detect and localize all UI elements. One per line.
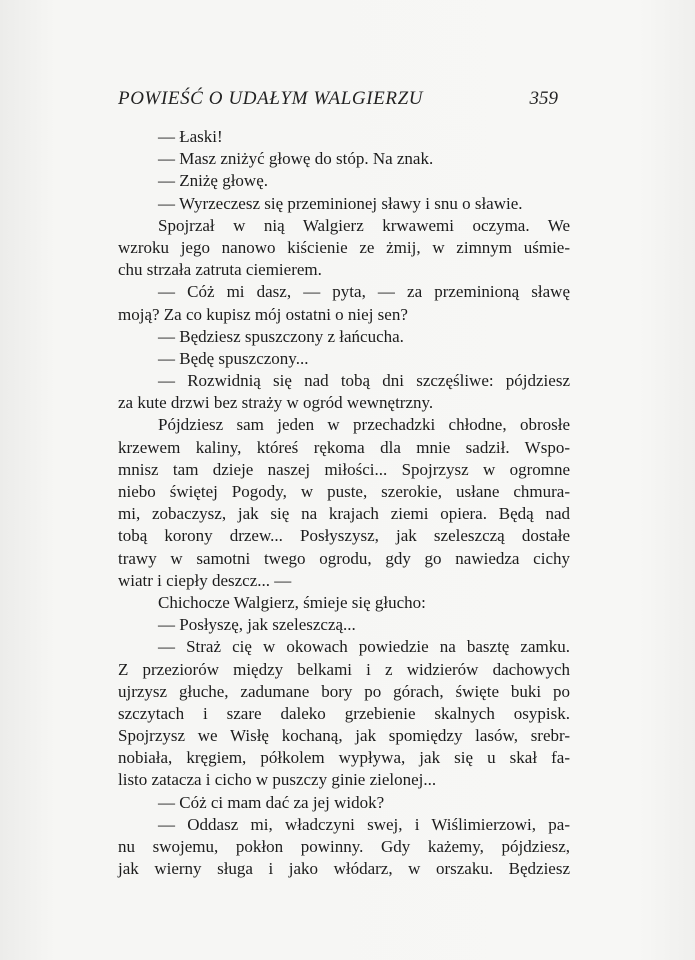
text-line: [118, 215, 570, 237]
running-header: [118, 88, 570, 116]
text-line-content: mi, zobaczysz, jak się na krajach ziemi opiera. Będą nad: [118, 504, 570, 524]
text-line-content: — Wyrzeczesz się przeminionej sławy i snu o sławie.: [158, 193, 523, 213]
text-line: [118, 525, 570, 547]
text-line: [118, 836, 570, 858]
text-line-content: tobą korony drzew... Posłyszysz, jak szeleszczą dostałe: [118, 526, 570, 546]
text-line: [118, 193, 570, 215]
text-line: [118, 259, 570, 281]
page-number: 359: [529, 88, 558, 109]
text-line: [118, 437, 570, 459]
text-line-content: — Oddasz mi, władczyni swej, i Wiślimierzowi, pa-: [158, 814, 570, 834]
text-line-content: wzroku jego nanowo kiścienie ze żmij, w zimnym uśmie-: [118, 237, 570, 257]
text-line-content: niebo świętej Pogody, w puste, szerokie, usłane chmura-: [118, 482, 570, 501]
text-line-content: Spojrzał w nią Walgierz krwawemi oczyma. We: [158, 215, 570, 235]
text-line-content: za kute drzwi bez straży w ogród wewnętrzny.: [118, 393, 434, 413]
text-line-content: — Masz zniżyć głowę do stóp. Na znak.: [158, 149, 434, 169]
text-line-content: — Posłyszę, jak szeleszczą...: [158, 615, 356, 635]
text-line-content: — Rozwidnią się nad tobą dni szczęśliwe: pójdziesz: [158, 371, 570, 391]
text-line-content: chu strzała zatruta ciemierem.: [118, 260, 322, 280]
text-line-content: krzewem kaliny, któreś rękoma dla mnie sadził. Wspo-: [118, 437, 570, 457]
text-line-content: szczytach i szare daleko grzebienie skalnych osypisk.: [118, 703, 570, 723]
text-line: [118, 858, 570, 880]
text-line: [118, 348, 570, 370]
text-line: [118, 570, 570, 592]
text-line-content: trawy w samotni twego ogrodu, gdy go nawiedza cichy: [118, 548, 570, 568]
text-line: [118, 703, 570, 725]
text-line: [118, 681, 570, 703]
text-line-content: listo zatacza i cicho w puszczy ginie zielonej...: [118, 770, 437, 790]
text-line-content: — Cóż mi dasz, — pyta, — za przeminioną sławę: [158, 282, 570, 302]
text-line: [118, 503, 570, 525]
text-line-content: nu swojemu, pokłon powinny. Gdy każemy, pójdziesz,: [118, 837, 570, 856]
text-line-content: — Cóż ci mam dać za jej widok?: [158, 792, 385, 812]
text-line: [118, 326, 570, 348]
text-line: [118, 304, 570, 326]
text-line-content: Chichocze Walgierz, śmieje się głucho:: [158, 592, 426, 612]
text-line: [118, 548, 570, 570]
page-body-text: [118, 126, 570, 880]
text-line-content: wiatr i ciepły deszcz... —: [118, 570, 292, 590]
text-line: [118, 281, 570, 303]
text-line: [118, 592, 570, 614]
text-line: [118, 659, 570, 681]
text-line-content: Z przeziorów między belkami i z widzierów dachowych: [118, 659, 570, 679]
text-line: [118, 792, 570, 814]
text-line: [118, 459, 570, 481]
text-line: [118, 614, 570, 636]
text-line: [118, 747, 570, 769]
text-line: [118, 148, 570, 170]
text-line: [118, 725, 570, 747]
text-line: [118, 481, 570, 503]
text-line-content: — Będziesz spuszczony z łańcucha.: [158, 326, 404, 346]
text-line-content: ujrzysz głuche, zadumane bory po górach, święte buki po: [118, 681, 570, 701]
text-line-content: — Zniżę głowę.: [158, 171, 268, 191]
running-title: POWIEŚĆ O UDAŁYM WALGIERZU: [118, 88, 424, 109]
text-line-content: — Będę spuszczony...: [158, 348, 309, 368]
text-line: [118, 237, 570, 259]
text-line-content: Spojrzysz we Wisłę kochaną, jak spomiędzy lasów, srebr-: [118, 726, 570, 746]
text-line-content: — Straż cię w okowach powiedzie na basztę zamku.: [158, 637, 570, 657]
text-line: [118, 414, 570, 436]
text-line: [118, 126, 570, 148]
text-line: [118, 814, 570, 836]
text-line: [118, 769, 570, 791]
text-line-content: — Łaski!: [158, 127, 223, 146]
text-line: [118, 392, 570, 414]
text-line-content: nobiała, kręgiem, półkolem wypływa, jak się u skał fa-: [118, 748, 570, 768]
text-line: [118, 170, 570, 192]
text-line-content: Pójdziesz sam jeden w przechadzki chłodne, obrosłe: [158, 415, 570, 435]
text-line-content: jak wierny sługa i jako włódarz, w orszaku. Będziesz: [118, 859, 570, 879]
text-line-content: moją? Za co kupisz mój ostatni o niej sen?: [118, 304, 408, 324]
text-line: [118, 636, 570, 658]
text-line: [118, 370, 570, 392]
text-line-content: mnisz tam dzieje naszej miłości... Spojrzysz w ogromne: [118, 459, 570, 479]
